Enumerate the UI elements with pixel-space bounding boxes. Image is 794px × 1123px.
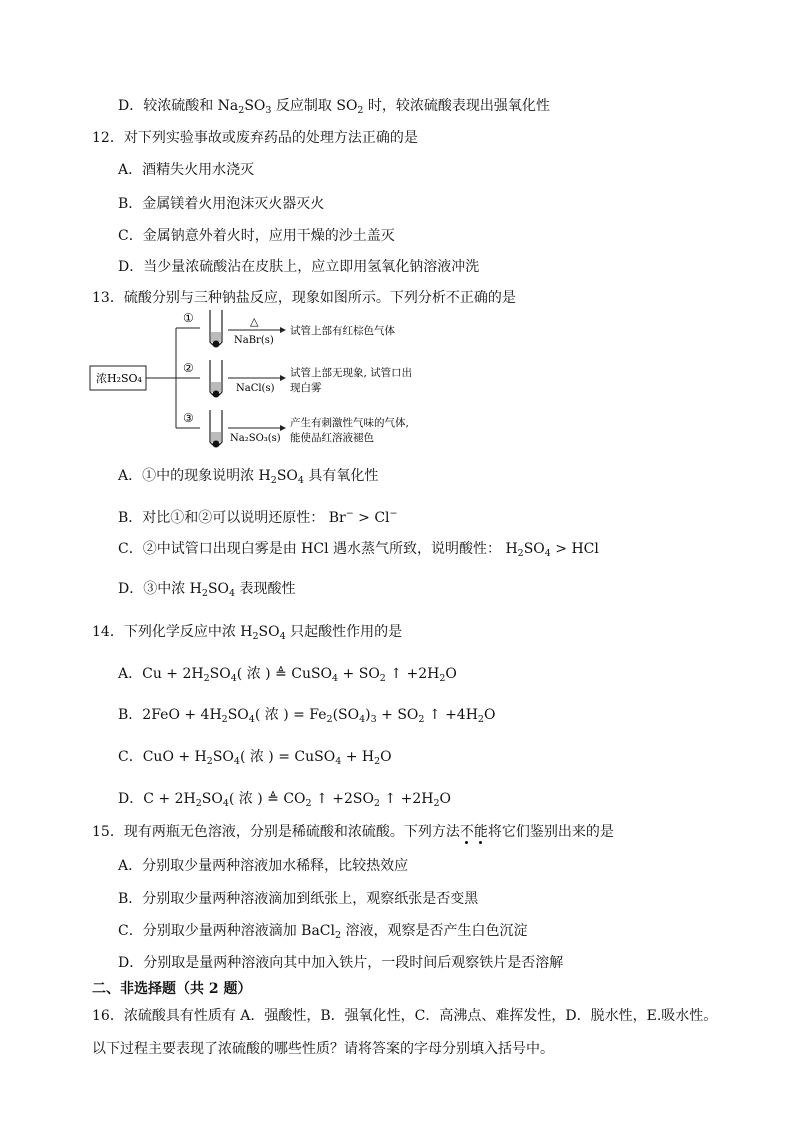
q13-stem: 13．硫酸分别与三种钠盐反应，现象如图所示。下列分析不正确的是 bbox=[92, 290, 516, 306]
q13-option-c: C．②中试管口出现白雾是由 HCl 遇水蒸气所致，说明酸性： $H_2SO_4$ > HCl bbox=[118, 541, 599, 559]
q15-option-c: C．分别取少量两种溶液滴加 BaCl$_2$ 溶液，观察是否产生白色沉淀 bbox=[118, 923, 528, 941]
q13-option-d: D．③中浓 $H_2SO_4$ 表现酸性 bbox=[118, 581, 296, 599]
h2so4-label: 浓H₂SO₄ bbox=[96, 372, 142, 385]
q14-option-d: D．$C + 2H_2SO_4$( 浓 ) ≜ $CO_2$ ↑ $+2SO_2$ ↑ $+2H_2O$ bbox=[118, 791, 451, 809]
q14-option-a: A．$Cu + 2H_2SO_4$( 浓 ) ≜ CuSO$_4$ + $SO_2$ ↑ $+2H_2O$ bbox=[118, 666, 457, 684]
result-3-line2: 能使品红溶液褪色 bbox=[290, 432, 374, 444]
q13-reaction-diagram bbox=[88, 308, 448, 458]
heat-symbol: △ bbox=[250, 315, 259, 328]
result-2-line2: 现白雾 bbox=[290, 382, 322, 394]
test-tube-1 bbox=[210, 310, 222, 348]
q15-option-b: B．分别取少量两种溶液滴加到纸张上，观察纸张是否变黑 bbox=[118, 891, 479, 907]
q14-option-c: C．CuO + $H_2SO_4$( 浓 ) = CuSO$_4$ + $H_2O$ bbox=[118, 749, 392, 767]
result-1-line1: 试管上部有红棕色气体 bbox=[290, 325, 395, 337]
q16-line-1: 16．浓硫酸具有性质有 A．强酸性，B．强氧化性，C．高沸点、难挥发性，D．脱水性，E.吸水性。 bbox=[92, 1008, 718, 1024]
q14-option-b: B．$2FeO + 4H_2SO_4$( 浓 ) = $Fe_2(SO_4)_3 + SO_2$ ↑ $+4H_2O$ bbox=[118, 707, 496, 725]
q15-stem: 15．现有两瓶无色溶液，分别是稀硫酸和浓硫酸。下列方法不能将它们鉴别出来的是 bbox=[92, 824, 614, 840]
branch-3-number: ③ bbox=[183, 411, 194, 425]
q12-option-c: C．金属钠意外着火时，应用干燥的沙土盖灭 bbox=[118, 228, 395, 244]
result-3-line1: 产生有刺激性气味的气体, bbox=[290, 417, 409, 429]
q15-option-d: D．分别取是量两种溶液向其中加入铁片，一段时间后观察铁片是否溶解 bbox=[118, 955, 564, 971]
q12-stem: 12．对下列实验事故或废弃药品的处理方法正确的是 bbox=[92, 130, 418, 146]
q15-option-a: A．分别取少量两种溶液加水稀释，比较热效应 bbox=[118, 858, 409, 874]
test-tube-2 bbox=[210, 360, 222, 398]
reagent-nacl: NaCl(s) bbox=[236, 383, 275, 394]
reagent-na2so3: Na₂SO₃(s) bbox=[230, 433, 281, 444]
branch-1-number: ① bbox=[183, 311, 194, 325]
branch-2-number: ② bbox=[183, 361, 194, 375]
reagent-nabr: NaBr(s) bbox=[234, 335, 274, 346]
result-2-line1: 试管上部无现象, 试管口出 bbox=[290, 367, 413, 379]
q14-stem: 14．下列化学反应中浓 $H_2SO_4$ 只起酸性作用的是 bbox=[92, 624, 403, 642]
test-tube-3 bbox=[210, 410, 222, 448]
q12-option-b: B．金属镁着火用泡沫灭火器灭火 bbox=[118, 196, 325, 212]
section-2-title: 二、非选择题（共 2 题） bbox=[92, 981, 252, 997]
q12-option-d: D．当少量浓硫酸沾在皮肤上，应立即用氢氧化钠溶液冲洗 bbox=[118, 259, 480, 275]
q13-option-a: A．①中的现象说明浓 $H_2SO_4$ 具有氧化性 bbox=[118, 468, 379, 486]
q11-option-d: D．较浓硫酸和 $Na_2SO_3$ 反应制取 $SO_2$ 时，较浓硫酸表现出强氧化性 bbox=[118, 98, 550, 116]
q12-option-a: A．酒精失火用水浇灭 bbox=[118, 162, 255, 178]
q13-option-b: B．对比①和②可以说明还原性： Br− > Cl− bbox=[118, 508, 398, 526]
q16-line-2: 以下过程主要表现了浓硫酸的哪些性质？请将答案的字母分别填入括号中。 bbox=[92, 1041, 554, 1057]
